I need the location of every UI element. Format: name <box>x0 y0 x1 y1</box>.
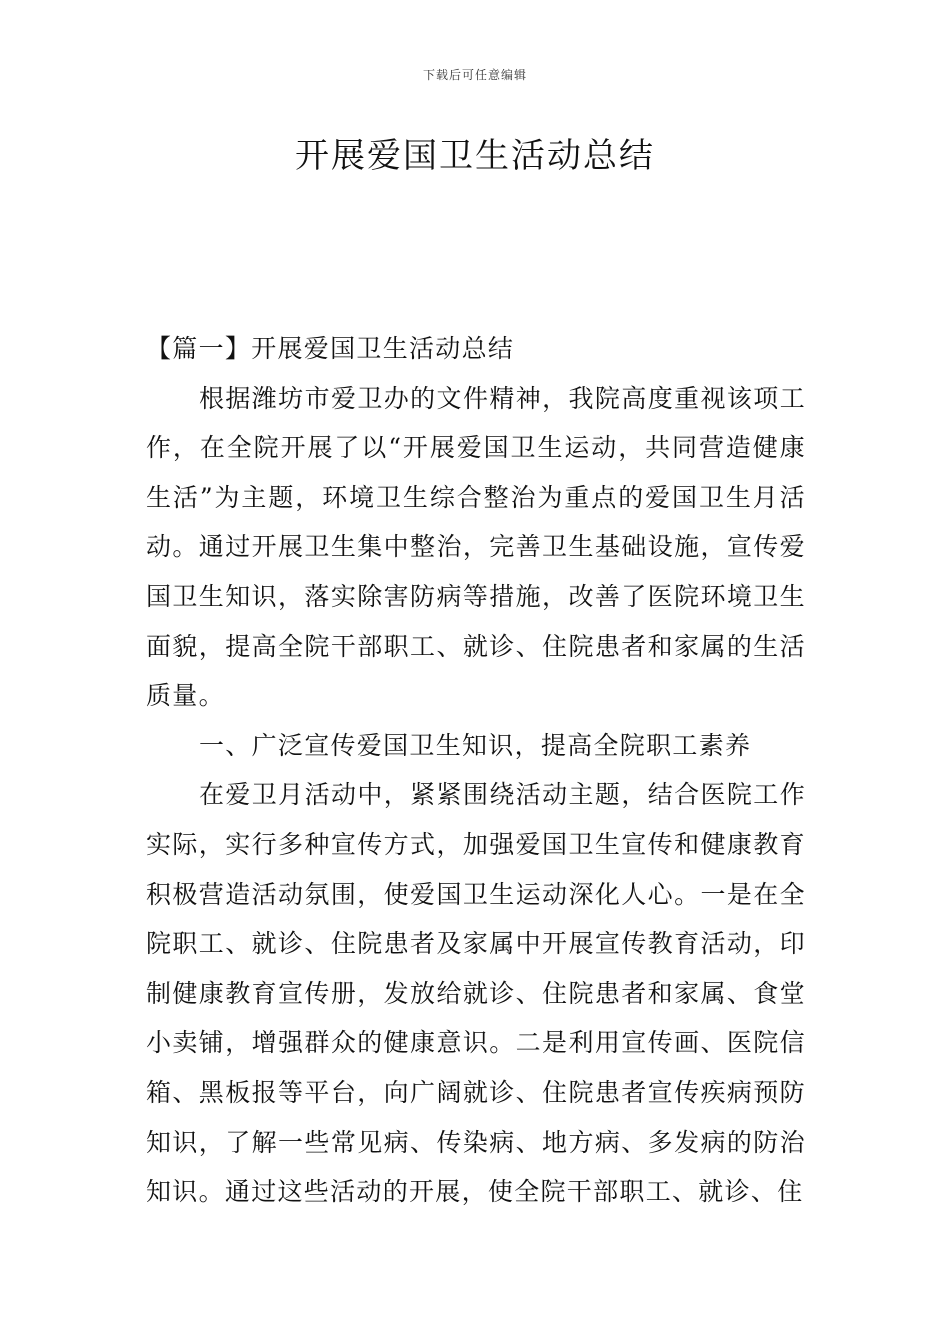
paragraph-intro: 根据潍坊市爱卫办的文件精神，我院高度重视该项工作，在全院开展了以“开展爱国卫生运动，共同营造健康生活”为主题，环境卫生综合整治为重点的爱国卫生月活动。通过开展卫生集中整治，完善卫生基础设施，宣传爱国卫生知识，落实除害防病等措施，改善了医院环境卫生面貌，提高全院干部职工、就诊、住院患者和家属的生活质量。 <box>146 383 806 711</box>
header-note: 下载后可任意编辑 <box>422 68 527 82</box>
document-title: 开展爱国卫生活动总结 <box>295 136 655 176</box>
document-body <box>146 324 806 1217</box>
paragraph-publicity: 在爱卫月活动中，紧紧围绕活动主题，结合医院工作实际，实行多种宣传方式，加强爱国卫生宣传和健康教育积极营造活动氛围，使爱国卫生运动深化人心。一是在全院职工、就诊、住院患者及家属中开展宣传教育活动，印制健康教育宣传册，发放给就诊、住院患者和家属、食堂小卖铺，增强群众的健康意识。二是利用宣传画、医院信箱、黑板报等平台，向广阔就诊、住院患者宣传疾病预防知识，了解一些常见病、传染病、地方病、多发病的防治知识。通过这些活动的开展，使全院干部职工、就诊、住 <box>146 780 806 1207</box>
section-label: 【篇一】开展爱国卫生活动总结 <box>146 334 515 363</box>
section-heading-1: 一、广泛宣传爱国卫生知识，提高全院职工素养 <box>199 730 752 760</box>
